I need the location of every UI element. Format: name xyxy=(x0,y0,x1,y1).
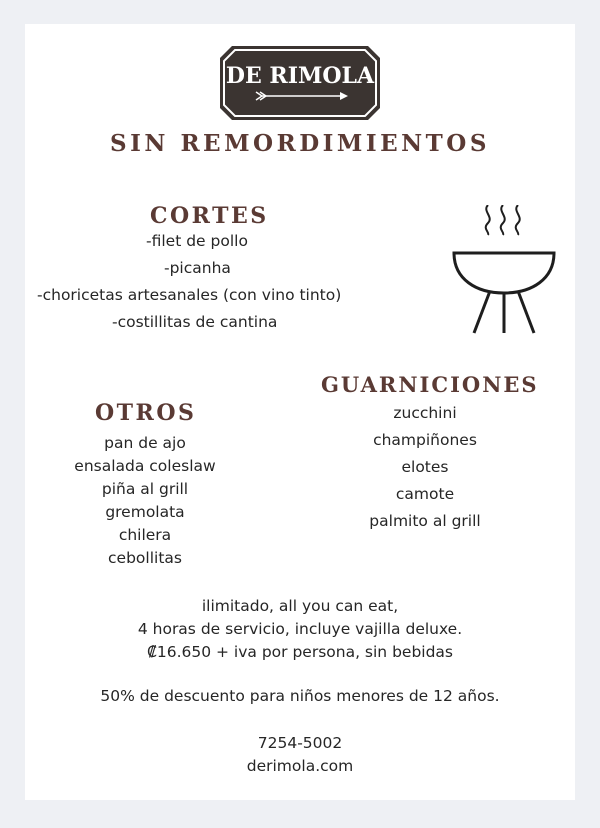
guarniciones-list xyxy=(345,400,505,535)
info-line-unlimited: ilimitado, all you can eat, xyxy=(201,597,399,615)
list-item: -choricetas artesanales (con vino tinto) xyxy=(37,286,342,304)
list-item: cebollitas xyxy=(108,549,182,567)
phone-number: 7254-5002 xyxy=(257,734,343,752)
list-item: -filet de pollo xyxy=(146,232,248,250)
list-item: -costillitas de cantina xyxy=(112,313,278,331)
list-item: pan de ajo xyxy=(104,434,186,452)
list-item: ensalada coleslaw xyxy=(74,457,216,475)
info-line-service: 4 horas de servicio, incluye vajilla deluxe. xyxy=(137,620,463,638)
list-item: chilera xyxy=(118,526,172,544)
svg-text:DE RIMOLA: DE RIMOLA xyxy=(225,63,375,89)
cortes-title: CORTES xyxy=(150,203,269,229)
headline: SIN REMORDIMIENTOS xyxy=(110,130,490,157)
list-item: elotes xyxy=(401,458,449,476)
list-item: champiñones xyxy=(373,431,477,449)
otros-list xyxy=(45,432,245,570)
list-item: palmito al grill xyxy=(369,512,481,530)
website-link[interactable]: derimola.com xyxy=(246,757,354,775)
list-item: -picanha xyxy=(164,259,231,277)
otros-title: OTROS xyxy=(95,400,197,426)
list-item: camote xyxy=(395,485,455,503)
list-item: piña al grill xyxy=(101,480,189,498)
list-item: zucchini xyxy=(393,404,457,422)
list-item: gremolata xyxy=(105,503,185,521)
guarniciones-title: GUARNICIONES xyxy=(321,372,539,397)
derimola-logo xyxy=(218,44,382,122)
info-line-price: ₡16.650 + iva por persona, sin bebidas xyxy=(146,643,453,661)
grill-icon xyxy=(448,205,560,340)
pricing-info xyxy=(0,595,600,664)
discount-text: 50% de descuento para niños menores de 12 años. xyxy=(100,687,500,705)
